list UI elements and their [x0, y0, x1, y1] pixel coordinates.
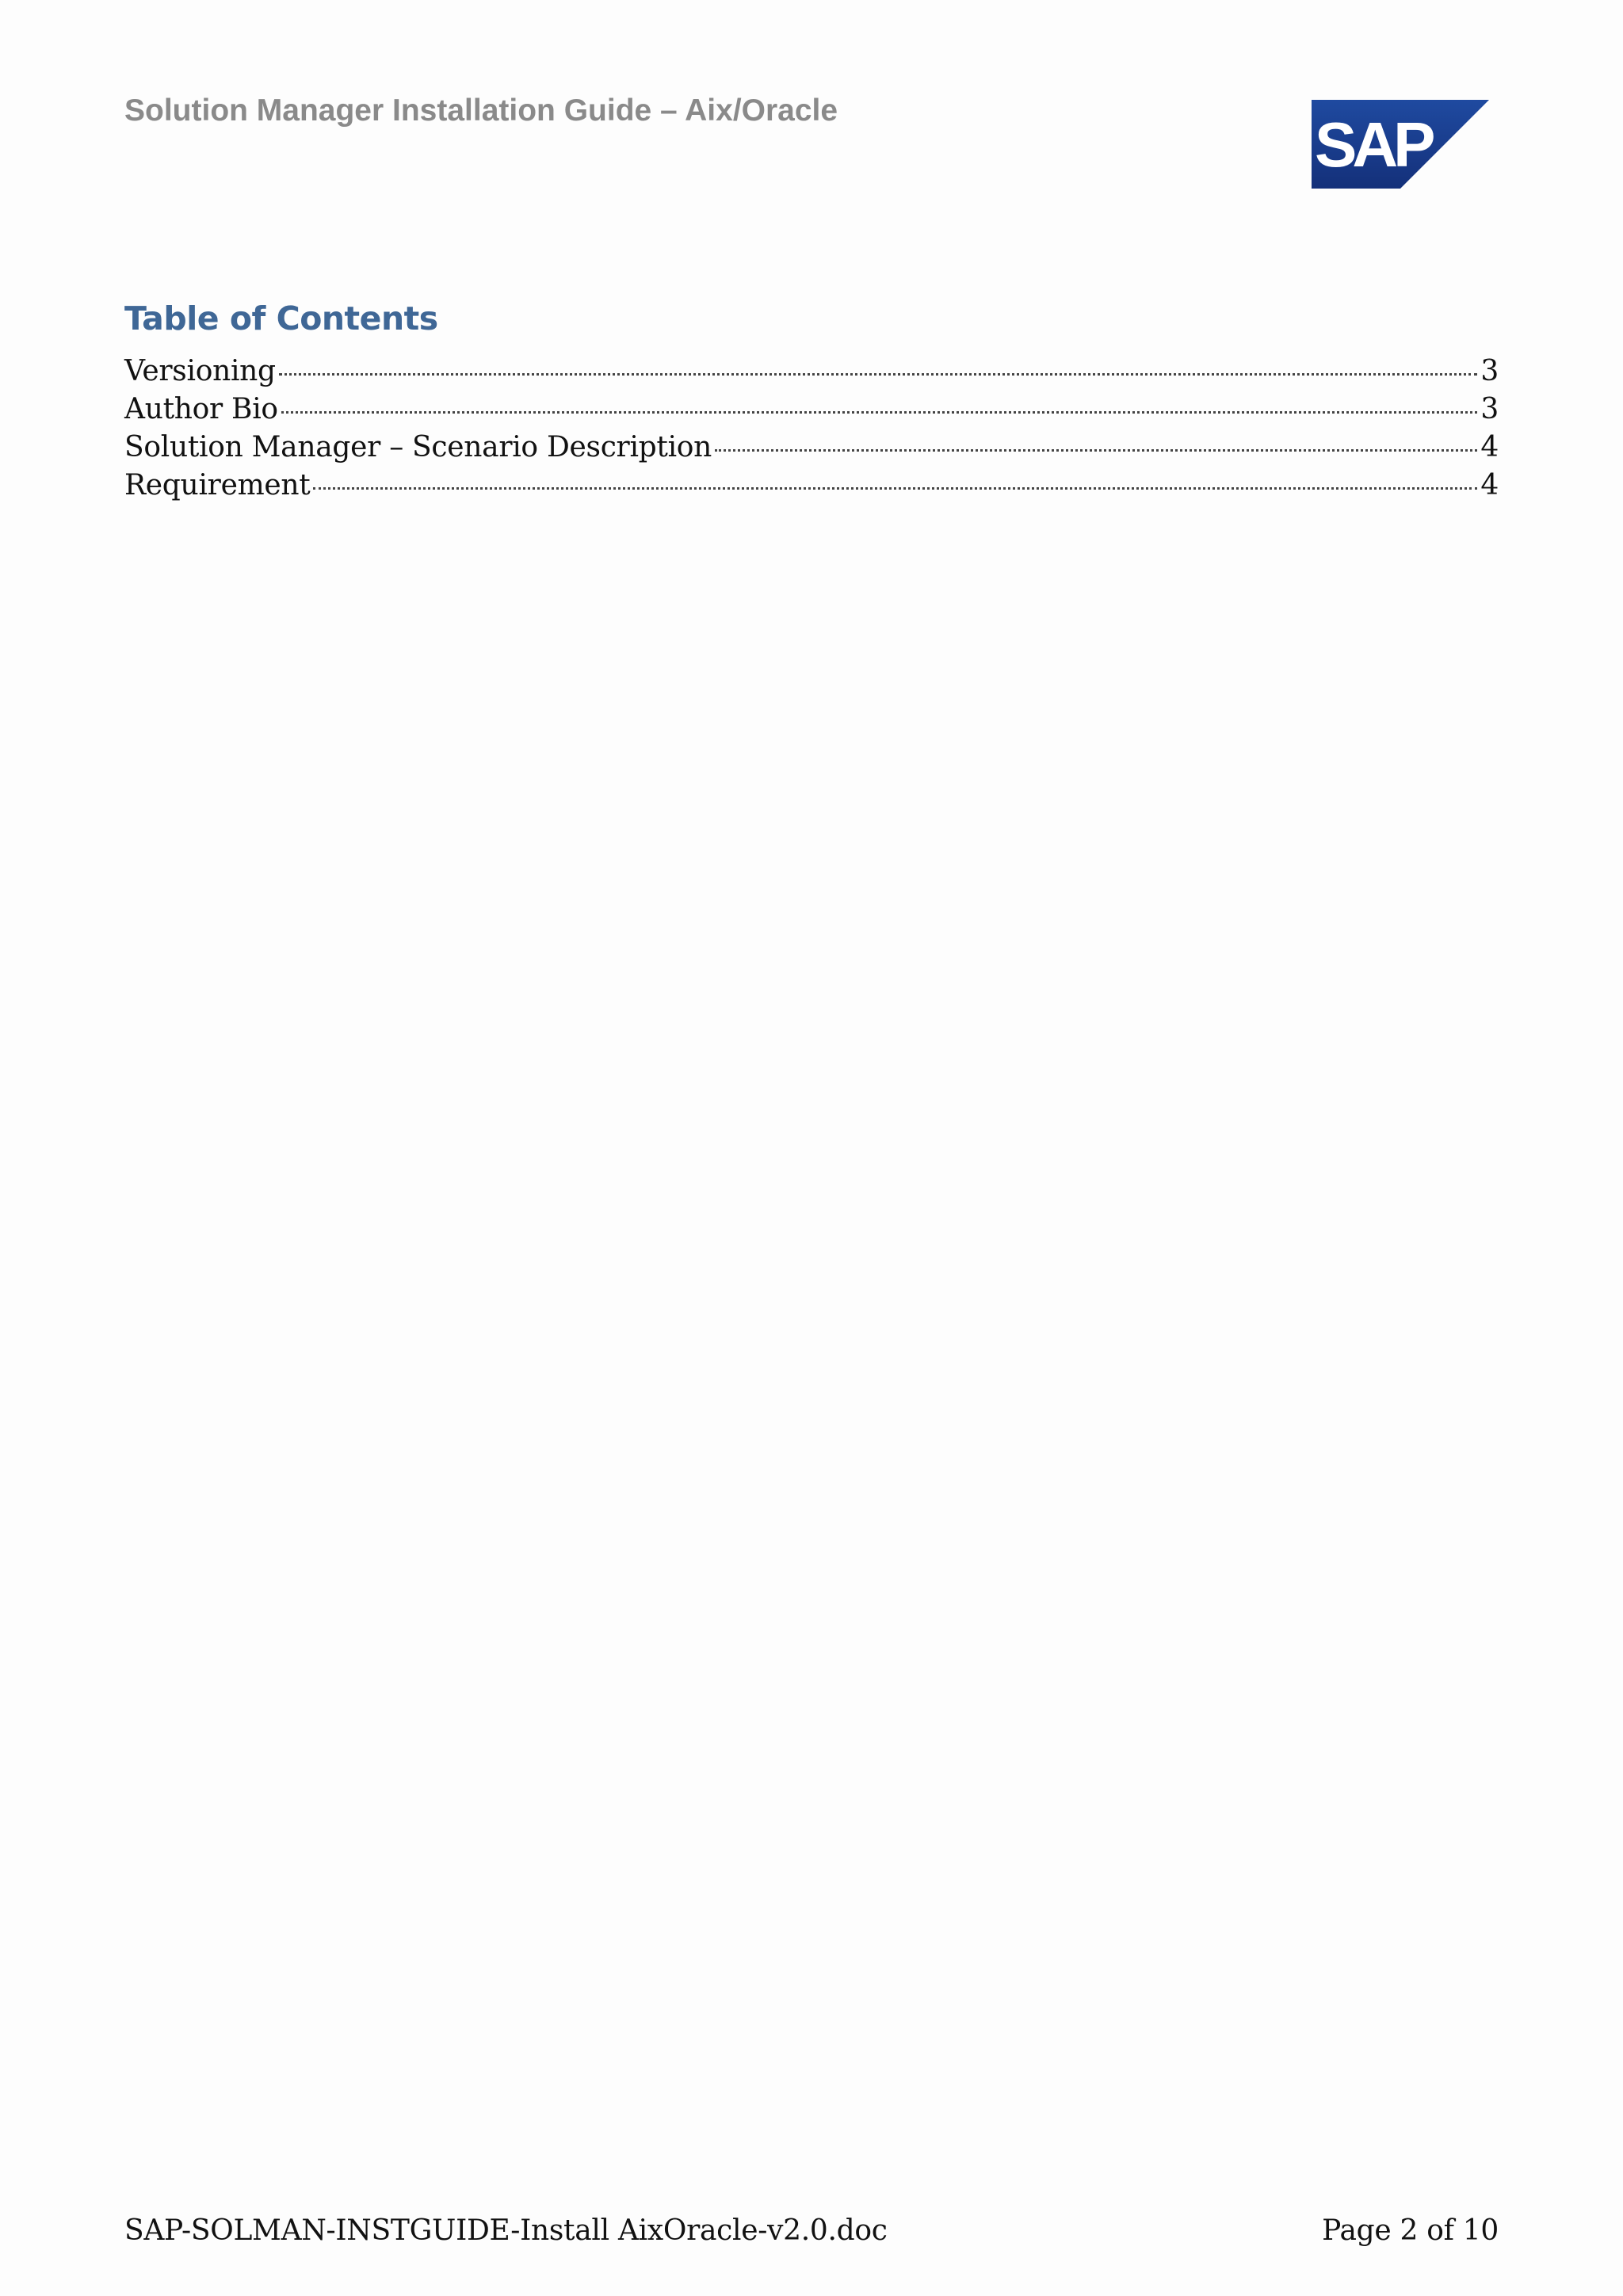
- toc-list: [124, 355, 1499, 507]
- toc-heading: Table of Contents: [124, 299, 438, 338]
- toc-entry-page: 3: [1480, 355, 1499, 387]
- footer-page-number: Page 2 of 10: [1322, 2214, 1499, 2247]
- toc-entry-scenario-description[interactable]: [124, 431, 1499, 469]
- toc-dot-leader: [281, 411, 1478, 414]
- toc-entry-author-bio[interactable]: [124, 393, 1499, 431]
- toc-dot-leader: [715, 449, 1477, 452]
- toc-entry-label: Requirement: [124, 469, 311, 502]
- toc-entry-page: 4: [1480, 469, 1499, 502]
- sap-logo: [1312, 100, 1489, 189]
- footer-filename: SAP-SOLMAN-INSTGUIDE-Install AixOracle-v2.0.doc: [124, 2214, 888, 2247]
- toc-entry-versioning[interactable]: [124, 355, 1499, 393]
- toc-entry-page: 4: [1480, 431, 1499, 463]
- toc-entry-page: 3: [1480, 393, 1499, 425]
- document-header-title: Solution Manager Installation Guide – Aix/Oracle: [124, 93, 838, 128]
- toc-dot-leader: [313, 487, 1477, 490]
- svg-text:SAP: SAP: [1315, 109, 1431, 180]
- toc-dot-leader: [279, 373, 1478, 376]
- toc-entry-requirement[interactable]: [124, 469, 1499, 507]
- toc-entry-label: Solution Manager – Scenario Description: [124, 431, 712, 463]
- toc-entry-label: Author Bio: [124, 393, 278, 425]
- toc-entry-label: Versioning: [124, 355, 276, 387]
